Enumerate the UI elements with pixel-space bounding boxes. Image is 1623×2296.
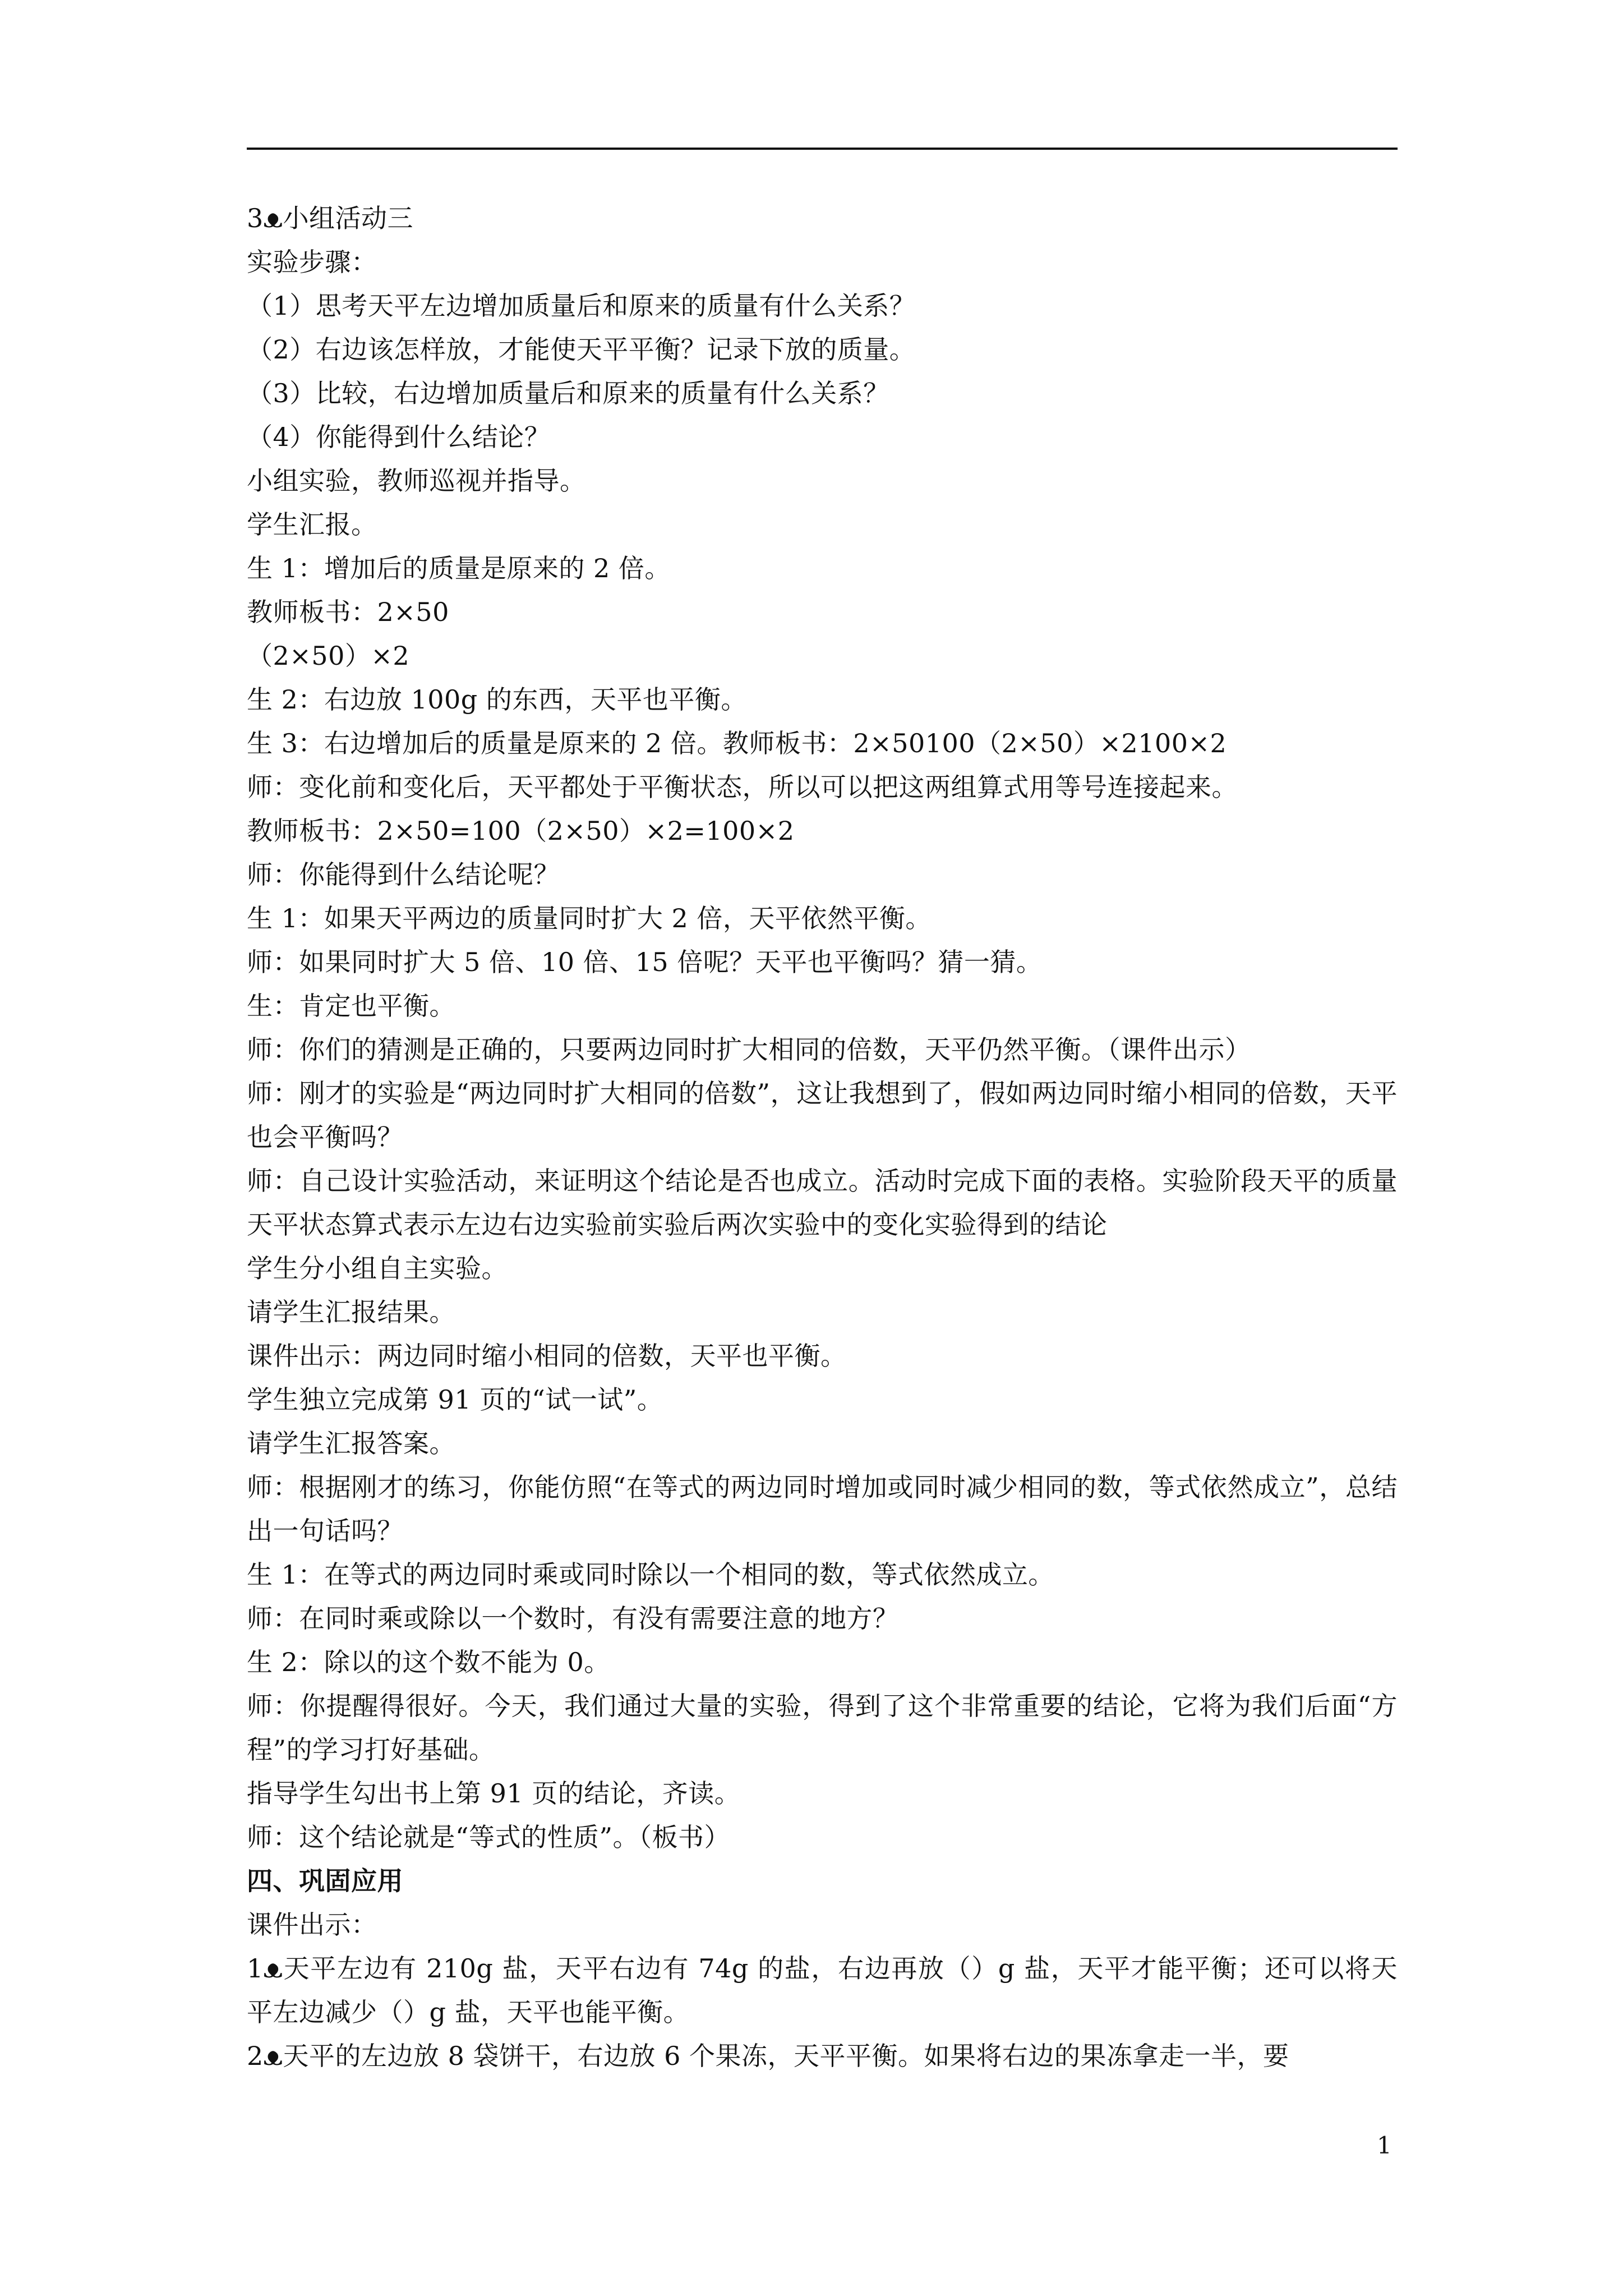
paragraph: 师：自己设计实验活动，来证明这个结论是否也成立。活动时完成下面的表格。实验阶段天平的质量天平状态算式表示左边右边实验前实验后两次实验中的变化实验得到的结论 [247,1166,1398,1240]
paragraph: 师：如果同时扩大 5 倍、10 倍、15 倍呢？天平也平衡吗？猜一猜。 [247,947,1043,977]
paragraph: 师：根据刚才的练习，你能仿照“在等式的两边同时增加或同时减少相同的数，等式依然成立”，总结出一句话吗？ [247,1472,1398,1546]
paragraph: 师：你能得到什么结论呢？ [247,859,560,890]
paragraph: 学生汇报。 [247,509,377,540]
paragraph: 生 1：增加后的质量是原来的 2 倍。 [247,553,671,583]
section-heading: 四、巩固应用 [247,1866,403,1896]
paragraph: 师：这个结论就是“等式的性质”。（板书） [247,1822,731,1852]
paragraph: 课件出示：两边同时缩小相同的倍数，天平也平衡。 [247,1341,847,1371]
paragraph: 指导学生勾出书上第 91 页的结论，齐读。 [247,1778,741,1809]
paragraph: （1）思考天平左边增加质量后和原来的质量有什么关系？ [247,291,916,321]
paragraph: 教师板书：2×50 [247,597,449,627]
paragraph: 请学生汇报答案。 [247,1428,455,1458]
paragraph: 生 3：右边增加后的质量是原来的 2 倍。教师板书：2×50100（2×50）×2100×2 [247,728,1227,758]
paragraph: 师：你提醒得很好。今天，我们通过大量的实验，得到了这个非常重要的结论，它将为我们后面“方程”的学习打好基础。 [247,1691,1398,1765]
paragraph: 学生独立完成第 91 页的“试一试”。 [247,1384,663,1415]
document-body [247,196,1398,2078]
paragraph: 生 2：除以的这个数不能为 0。 [247,1647,610,1677]
paragraph: （2×50）×2 [247,641,410,671]
paragraph: 生 2：右边放 100g 的东西，天平也平衡。 [247,684,747,715]
paragraph: 师：变化前和变化后，天平都处于平衡状态，所以可以把这两组算式用等号连接起来。 [247,772,1238,802]
paragraph: 教师板书：2×50=100（2×50）×2=100×2 [247,816,795,846]
paragraph: 师：刚才的实验是“两边同时扩大相同的倍数”，这让我想到了，假如两边同时缩小相同的倍数，天平也会平衡吗？ [247,1078,1398,1152]
paragraph: （2）右边该怎样放，才能使天平平衡？记录下放的质量。 [247,334,916,365]
section-title: 3ᴥ小组活动三 [247,203,413,233]
paragraph: 师：在同时乘或除以一个数时，有没有需要注意的地方？ [247,1603,899,1634]
paragraph: 1ᴥ天平左边有 210g 盐，天平右边有 74g 的盐，右边再放（）g 盐，天平才能平衡；还可以将天平左边减少（）g 盐，天平也能平衡。 [247,1953,1398,2027]
paragraph: 师：你们的猜测是正确的，只要两边同时扩大相同的倍数，天平仍然平衡。（课件出示） [247,1034,1251,1065]
paragraph: 学生分小组自主实验。 [247,1253,508,1283]
paragraph: 2ᴥ天平的左边放 8 袋饼干，右边放 6 个果冻，天平平衡。如果将右边的果冻拿走一半，要 [247,2041,1289,2071]
paragraph: 生 1：如果天平两边的质量同时扩大 2 倍，天平依然平衡。 [247,903,932,933]
paragraph: （3）比较，右边增加质量后和原来的质量有什么关系？ [247,378,889,408]
paragraph: 小组实验，教师巡视并指导。 [247,466,586,496]
paragraph: 请学生汇报结果。 [247,1297,455,1327]
paragraph: 课件出示： [247,1910,377,1940]
paragraph: （4）你能得到什么结论？ [247,422,551,452]
page-number: 1 [1377,2132,1392,2159]
header-rule [247,148,1398,150]
paragraph: 生：肯定也平衡。 [247,991,455,1021]
paragraph: 生 1：在等式的两边同时乘或同时除以一个相同的数，等式依然成立。 [247,1559,1054,1590]
paragraph: 实验步骤： [247,247,377,277]
